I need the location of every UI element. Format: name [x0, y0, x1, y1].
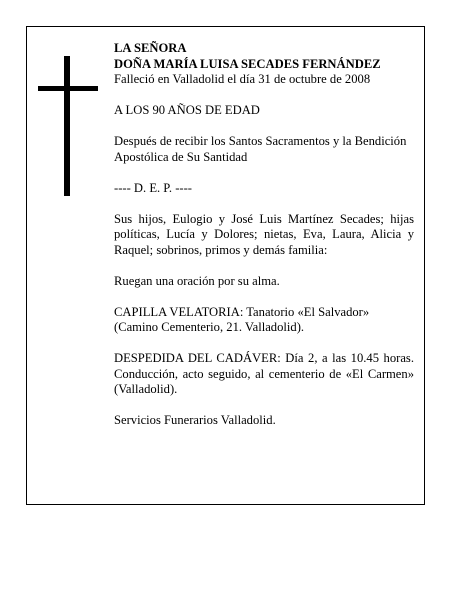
- obituary-text: [114, 41, 414, 429]
- cross-horizontal-bar: [38, 86, 98, 91]
- family-paragraph: Sus hijos, Eulogio y José Luis Martínez Secades; hijas políticas, Lucía y Dolores; nietas, Eva, Laura, Alicia y Raquel; sobrinos, primos y demás familia:: [114, 211, 414, 257]
- deceased-name: DOÑA MARÍA LUISA SECADES FERNÁNDEZ: [114, 56, 381, 71]
- age-line: A LOS 90 AÑOS DE EDAD: [114, 103, 260, 117]
- cross-vertical-bar: [64, 56, 70, 196]
- funeral-services-line: Servicios Funerarios Valladolid.: [114, 413, 276, 427]
- cross-icon: [38, 56, 98, 196]
- dep-line: ---- D. E. P. ----: [114, 180, 192, 195]
- farewell-paragraph: DESPEDIDA DEL CADÁVER: Día 2, a las 10.45 horas. Conducción, acto seguido, al cementerio de «El Carmen» (Valladolid).: [114, 351, 414, 396]
- death-date-line: Falleció en Valladolid el día 31 de octubre de 2008: [114, 72, 371, 86]
- chapel-paragraph: CAPILLA VELATORIA: Tanatorio «El Salvador» (Camino Cementerio, 21. Valladolid).: [114, 304, 370, 334]
- title-line: LA SEÑORA: [114, 41, 187, 55]
- prayer-line: Ruegan una oración por su alma.: [114, 273, 280, 288]
- sacraments-paragraph: Después de recibir los Santos Sacramentos y la Bendición Apostólica de Su Santidad: [114, 134, 407, 164]
